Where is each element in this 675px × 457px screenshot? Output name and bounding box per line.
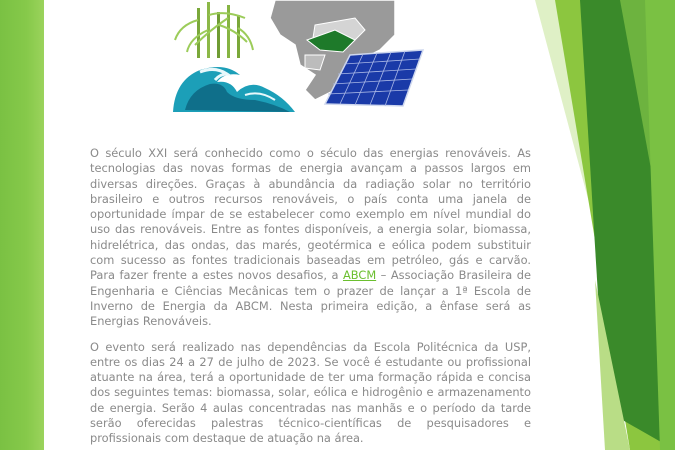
paragraph-event: O evento será realizado nas dependências da Escola Politécnica da USP, entre os dias 24 a 27 de julho de 2023. Se você é estudante ou profissional atuante na área, terá a oportunidade de ter uma formação rápida e concisa dos seguintes temas: biomassa, solar, eólica e hidrogênio e armazenamento de energia. Serão 4 aulas concentradas nas manhãs e o período da tarde serão oferecidas palestras técnico-científicas de pesquisadores e profissionais com destaque de atuação na área.: [90, 339, 531, 446]
renewable-energy-illustration: [165, 0, 430, 118]
paragraph-intro-text: O século XXI será conhecido como o século das energias renováveis. As tecnologias das novas formas de energia avançam a passos largos em diversas direções. Graças à abundância da radiação solar no território brasileiro e outros recursos renováveis, o país conta uma janela de oportunidade ímpar de se estabelecer como exemplo em nível mundial do uso das renováveis. Entre as fontes disponíveis, a energia solar, biomassa, hidrelétrica, das ondas, das marés, geotérmica e eólica podem substituir com sucesso as fontes tradicionais baseadas em petróleo, gás e carvão. Para fazer frente a estes novos desafios, a: [90, 146, 531, 283]
abcm-link[interactable]: ABCM: [342, 268, 377, 283]
paragraph-intro: [90, 146, 531, 330]
ocean-wave-illustration: [173, 67, 295, 112]
sugarcane-illustration: [175, 2, 253, 58]
article-body: [90, 146, 531, 457]
right-green-decoration: [535, 0, 675, 450]
paragraph-intro-continued: – Associação Brasileira de Engenharia e Ciências Mecânicas tem o prazer de lançar a 1ª Escola de Inverno de Energia da ABCM. Nesta primeira edição, a ênfase será as Energias Renováveis.: [90, 268, 531, 329]
left-green-bar: [0, 0, 44, 450]
